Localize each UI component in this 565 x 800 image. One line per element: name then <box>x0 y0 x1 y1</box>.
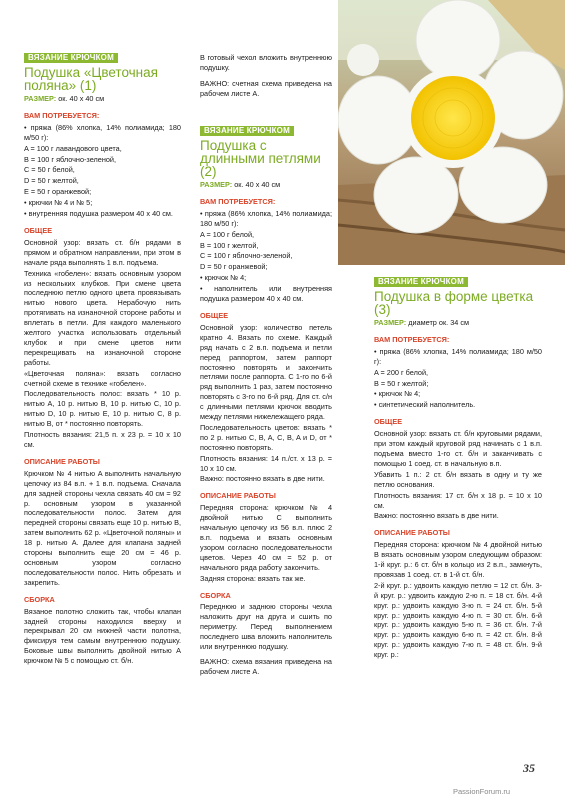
section-banner: ВЯЗАНИЕ КРЮЧКОМ <box>200 126 294 136</box>
work-heading: ОПИСАНИЕ РАБОТЫ <box>200 491 276 501</box>
column-2 <box>200 126 332 678</box>
materials-heading: ВАМ ПОТРЕБУЕТСЯ: <box>374 334 450 344</box>
work-heading: ОПИСАНИЕ РАБОТЫ <box>374 528 450 538</box>
assembly-heading: СБОРКА <box>24 594 55 604</box>
daisy-pillow-photo <box>338 0 565 265</box>
article-title: Подушка с длинными петлями (2) <box>200 138 321 179</box>
column-2-continuation: В готовый чехол вложить внутреннюю подушку. ВАЖНО: счетная схема приведена на рабочем листе A. <box>200 53 332 98</box>
article-title: Подушка «Цветочная поляна» (1) <box>24 65 158 93</box>
materials-list: • пряжа (86% хлопка, 14% полиамида; 180 м/50 г): A = 100 г белой, B = 100 г желтой, C = 100 г яблочно-зеленой, D = 50 г оранжевой; • крючок № 4; • наполнитель или внутренняя подушка размером 40 х 40 см. <box>200 208 332 304</box>
size-line: РАЗМЕР: ок. 40 х 40 см <box>200 180 281 189</box>
general-heading: ОБЩЕЕ <box>374 417 403 427</box>
general-text: Основной узор: вязать ст. б/н рядами в прямом и обратном направлении, при этом в начале ряда выполнять 1 в.п. подъема. Техника «гобелен»: вязать основным узором из нескольких клубков. При смене цвета последнюю петлю одного цвета провязывать нитью нового цвета. Нерабочую нить протягивать на изнаночной стороне работы и вплетать в петли. Для каждого маленького желтого участка использовать отдельный клубок и при смене цветов нити перекрещивать на изнаночной стороне работы. «Цветочная поляна»: вязать согласно счетной схеме в технике «гобелен». Последовательность полос: вязать * 10 р. нитью A, 10 р. нитью B, 10 р. нитью C, 10 р. нитью D, 10 р. нитью E, 10 р. нитью C, 8 р. нитью B, от * постоянно повторять. Плотность вязания: 21,5 п. х 23 р. = 10 х 10 см. <box>24 237 181 449</box>
materials-list: • пряжа (86% хлопка, 14% полиамида; 180 м/50 г): A = 100 г лавандового цвета, B = 100 г яблочно-зеленой, C = 50 г белой, D = 50 г желтой, E = 50 г оранжевой; • крючки № 4 и № 5; • внутренняя подушка размером 40 х 40 см. <box>24 122 181 219</box>
article-title: Подушка в форме цветка (3) <box>374 289 534 317</box>
materials-heading: ВАМ ПОТРЕБУЕТСЯ: <box>24 110 100 120</box>
general-heading: ОБЩЕЕ <box>200 310 229 320</box>
section-banner: ВЯЗАНИЕ КРЮЧКОМ <box>24 53 118 63</box>
materials-list: • пряжа (86% хлопка, 14% полиамида; 180 м/50 г): A = 200 г белой, B = 50 г желтой; • крючок № 4; • синтетический наполнитель. <box>374 346 542 410</box>
size-line: РАЗМЕР: ок. 40 х 40 см <box>24 94 105 103</box>
watermark: PassionForum.ru <box>453 787 511 796</box>
general-text: Основной узор: вязать ст. б/н круговыми рядами, при этом каждый круговой ряд начинать с 1 в.п. подъема вместо 1-го ст. б/н и заканчивать с помощью 1 соед. ст. в начальную в.п. Убавить 1 п.: 2 ст. б/н вязать в одну и ту же петлю основания. Плотность вязания: 17 ст. б/н х 18 р. = 10 х 10 см. Важно: постоянно вязать в две нити. <box>374 429 542 521</box>
work-text: Крючком № 4 нитью A выполнить начальную цепочку из 84 в.п. + 1 в.п. подъема. Сначала для задней стороны чехла связать 40 см = 92 р. основным узором в указанной последовательности полос. Затем для передней стороны связать еще 10 р. нитью B, затем выполнить 62 р. «Цветочной поляны» и 18 р. нитью A. Далее для клапана задней стороны выполнить еще 20 см = 46 р. основным узором согласно последовательности полос. Нить обрезать и закрепить. <box>24 468 181 587</box>
column-3 <box>374 277 542 661</box>
general-text: Основной узор: количество петель кратно 4. Вязать по схеме. Каждый ряд начать с 2 в.п. подъема и петли перед раппортом, затем раппорт постоянно повторять и закончить петлями после раппорта. С 1-го по 6-й ряд выполнить 1 раз, затем постоянно повторять с 3-го по 6-й ряд. Для ст. с/н с длинными петлями крючок вводить между петлями нижележащего ряда. Последовательность цветов: вязать * по 2 р. нитью C, B, A, C, B, A и D, от * постоянно повторять. Плотность вязания: 14 п./ст. х 13 р. = 10 х 10 см. Важно: постоянно вязать в две нити. <box>200 322 332 484</box>
work-text: Передняя сторона: крючком № 4 двойной нитью B вязать основным узором следующим образом: 1-й круг. р.: 6 ст. б/н в кольцо из 2 в.п., замкнуть, провязав 1 соед. ст. в 1-й ст. б/н. 2-й круг. р.: удвоить каждую петлю = 12 ст. б/н. 3-й круг. р.: удвоить каждую 2-ю п. = 18 ст. б/н. 4-й круг. р.: удвоить каждую 3-ю п. = 24 ст. б/н. 5-й круг. р.: удвоить каждую 4-ю п. = 30 ст. б/н. 6-й круг. р.: удвоить каждую 5-ю п. = 36 ст. б/н. 7-й круг. р.: удвоить каждую 6-ю п. = 42 ст. б/н. 8-й круг. р.: удвоить каждую 7-ю п. = 48 ст. б/н. 9-й круг. р.: <box>374 540 542 660</box>
section-banner: ВЯЗАНИЕ КРЮЧКОМ <box>374 277 468 287</box>
page-number: 35 <box>523 761 535 775</box>
work-heading: ОПИСАНИЕ РАБОТЫ <box>24 456 100 466</box>
work-text: Передняя сторона: крючком № 4 двойной нитью C выполнить начальную цепочку из 56 в.п. плюс 2 в.п. подъема и вязать основным узором согласно последовательности цветов. Через 40 см = 52 р. от начального ряда работу закончить. Задняя сторона: вязать так же. <box>200 503 332 583</box>
materials-heading: ВАМ ПОТРЕБУЕТСЯ: <box>200 196 276 206</box>
general-heading: ОБЩЕЕ <box>24 225 53 235</box>
assembly-heading: СБОРКА <box>200 590 231 600</box>
size-line: РАЗМЕР: диаметр ок. 34 см <box>374 318 470 327</box>
assembly-text: Переднюю и заднюю стороны чехла наложить друг на друга и сшить по периметру. Перед выполнением последнего шва вложить наполнитель или внутреннюю подушку. ВАЖНО: схема вязания приведена на рабочем листе A. <box>200 602 332 676</box>
assembly-text: Вязаное полотно сложить так, чтобы клапан задней стороны находился вверху и перекрывал 20 см нижней части полотна, фиксируя тем самым внутреннюю подушку. Боковые швы выполнить двойной нитью A крючком № 5 с помощью ст. б/н. <box>24 606 181 666</box>
column-1 <box>24 53 181 667</box>
